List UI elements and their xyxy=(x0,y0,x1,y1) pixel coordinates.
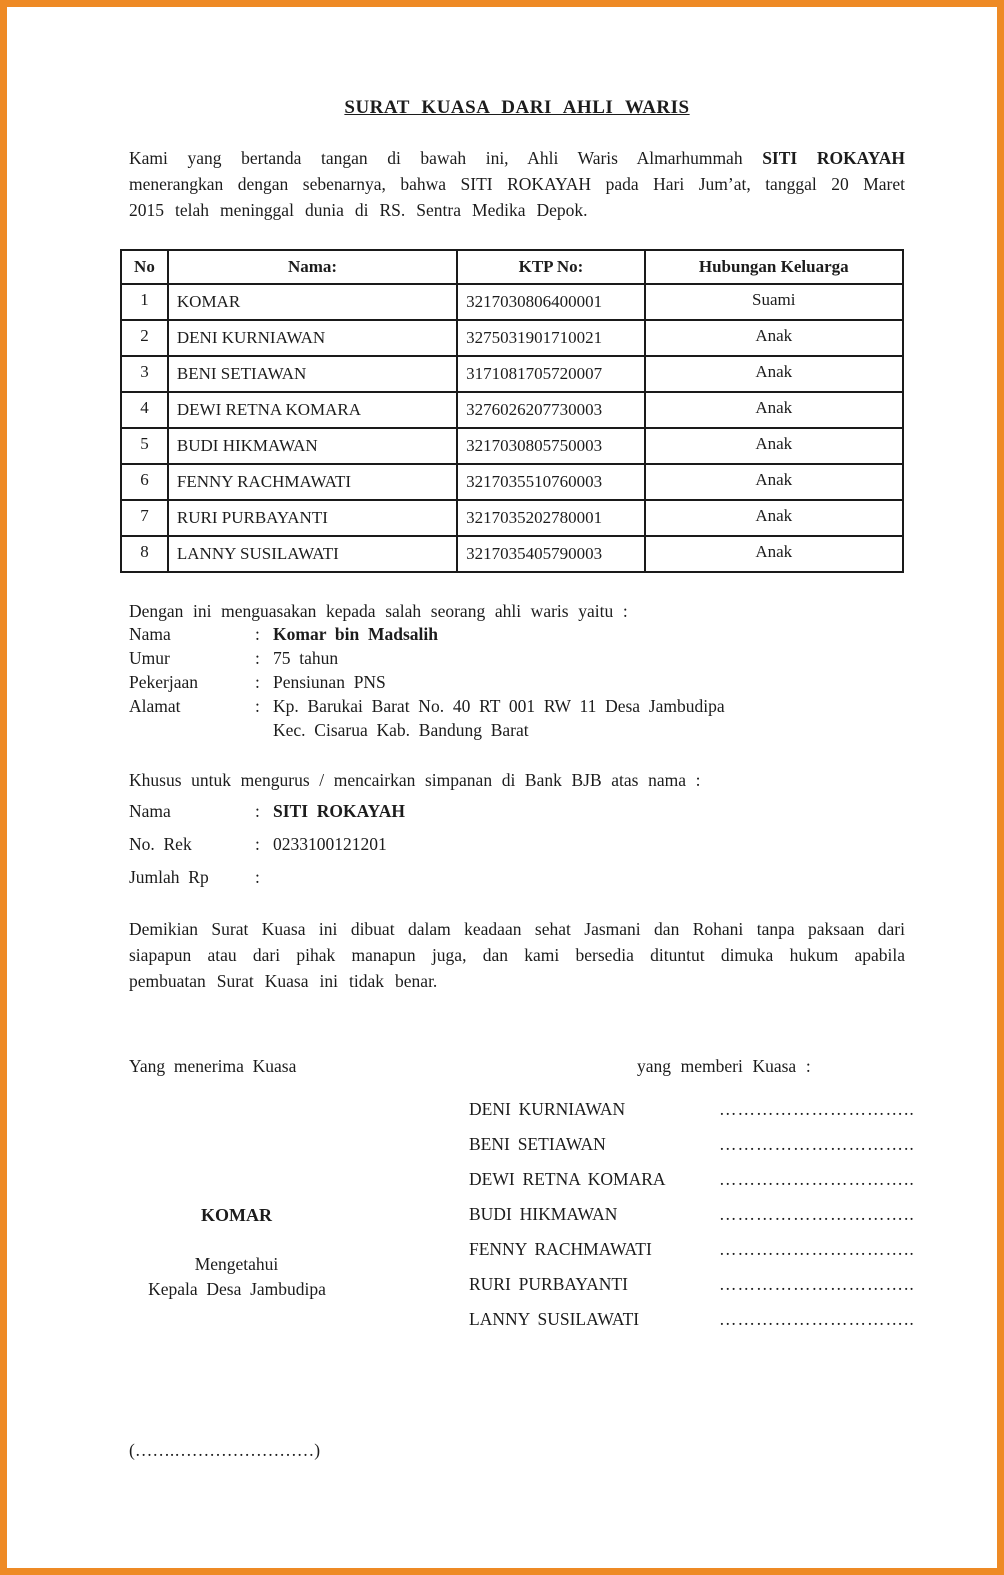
cell-name: DENI KURNIAWAN xyxy=(168,320,457,356)
field-alamat-line2: Kec. Cisarua Kab. Bandung Barat xyxy=(273,720,529,740)
receiver-name: KOMAR xyxy=(201,1205,272,1225)
cell-ktp: 3217030805750003 xyxy=(457,428,645,464)
signer-name: FENNY RACHMAWATI xyxy=(469,1239,652,1259)
bank-nama-colon: : xyxy=(255,801,260,821)
closing-paragraph: Demikian Surat Kuasa ini dibuat dalam keadaan sehat Jasmani dan Rohani tanpa paksaan dari siapapun atau dari pihak manapun juga, dan kami bersedia dituntut dimuka hukum apabila pembuatan Surat Kuasa ini tidak benar. xyxy=(129,919,905,991)
heirs-table xyxy=(120,249,904,573)
cell-ktp: 3171081705720007 xyxy=(457,356,645,392)
table-row xyxy=(121,500,903,536)
signature-dotted-line: ………………………….. xyxy=(719,1099,915,1119)
cell-no: 3 xyxy=(121,356,168,392)
signer-row xyxy=(469,1134,915,1169)
cell-no: 6 xyxy=(121,464,168,500)
bank-rekening xyxy=(129,832,905,857)
signer-name: LANNY SUSILAWATI xyxy=(469,1309,640,1329)
cell-relation: Anak xyxy=(645,428,903,464)
signature-dotted-line: ………………………….. xyxy=(719,1169,915,1189)
document-content xyxy=(7,7,997,1461)
field-pekerjaan-colon: : xyxy=(255,672,260,692)
cell-no: 2 xyxy=(121,320,168,356)
field-alamat xyxy=(129,694,905,718)
signature-right-column xyxy=(374,1056,915,1344)
header-no: No xyxy=(121,250,168,284)
signer-name: RURI PURBAYANTI xyxy=(469,1274,628,1294)
signer-list xyxy=(469,1099,915,1344)
intro-part1: Kami yang bertanda tangan di bawah ini, Ahli Waris Almarhummah xyxy=(129,148,763,168)
bottom-signature-line: (…….……………………) xyxy=(129,1440,321,1460)
field-alamat-label: Alamat xyxy=(129,696,181,716)
receiver-title: Yang menerima Kuasa xyxy=(129,1056,297,1076)
intro-bold-name: SITI ROKAYAH xyxy=(762,148,905,168)
bank-rek-value: 0233100121201 xyxy=(273,834,387,854)
heirs-table-body xyxy=(121,284,903,572)
intro-paragraph xyxy=(129,145,905,223)
heirs-table-header xyxy=(121,250,903,284)
signature-dotted-line: ………………………….. xyxy=(719,1274,915,1294)
field-nama-label: Nama xyxy=(129,624,171,644)
bank-nama xyxy=(129,799,905,824)
field-nama-value: Komar bin Madsalih xyxy=(273,624,438,644)
field-umur-label: Umur xyxy=(129,648,170,668)
table-row xyxy=(121,320,903,356)
cell-name: RURI PURBAYANTI xyxy=(168,500,457,536)
signer-name: BENI SETIAWAN xyxy=(469,1134,606,1154)
village-head-label: Kepala Desa Jambudipa xyxy=(148,1279,326,1299)
bank-rek-colon: : xyxy=(255,834,260,854)
table-row xyxy=(121,284,903,320)
field-nama-colon: : xyxy=(255,624,260,644)
signer-name: DEWI RETNA KOMARA xyxy=(469,1169,666,1189)
signature-dotted-line: ………………………….. xyxy=(719,1239,915,1259)
authorization-lead: Dengan ini menguasakan kepada salah seorang ahli waris yaitu : xyxy=(129,601,628,621)
intro-part2: menerangkan dengan sebenarnya, bahwa SITI ROKAYAH pada Hari Jum’at, tanggal 20 Maret 2015 telah meninggal dunia di RS. Sentra Medika Depok. xyxy=(129,174,905,220)
cell-no: 1 xyxy=(121,284,168,320)
bank-rek-label: No. Rek xyxy=(129,834,192,854)
signer-row xyxy=(469,1204,915,1239)
field-pekerjaan xyxy=(129,670,905,694)
signature-dotted-line: ………………………….. xyxy=(719,1134,915,1154)
field-umur xyxy=(129,646,905,670)
cell-name: LANNY SUSILAWATI xyxy=(168,536,457,572)
table-row xyxy=(121,428,903,464)
table-row xyxy=(121,536,903,572)
header-relation: Hubungan Keluarga xyxy=(645,250,903,284)
bank-lead: Khusus untuk mengurus / mencairkan simpanan di Bank BJB atas nama : xyxy=(129,770,701,790)
bank-nama-label: Nama xyxy=(129,801,171,821)
table-row xyxy=(121,392,903,428)
signer-row xyxy=(469,1239,915,1274)
cell-relation: Anak xyxy=(645,500,903,536)
cell-ktp: 3217035405790003 xyxy=(457,536,645,572)
cell-ktp: 3217035510760003 xyxy=(457,464,645,500)
signature-area xyxy=(129,1056,915,1344)
cell-no: 4 xyxy=(121,392,168,428)
bank-jumlah-value xyxy=(273,865,905,890)
signer-row xyxy=(469,1309,915,1344)
cell-no: 8 xyxy=(121,536,168,572)
cell-relation: Anak xyxy=(645,392,903,428)
acknowledged-label: Mengetahui xyxy=(194,1254,279,1274)
field-alamat-colon: : xyxy=(255,696,260,716)
field-alamat-value: Kp. Barukai Barat No. 40 RT 001 RW 11 Desa Jambudipa xyxy=(273,696,725,716)
table-row xyxy=(121,356,903,392)
field-umur-value: 75 tahun xyxy=(273,648,339,668)
page-title: SURAT KUASA DARI AHLI WARIS xyxy=(344,97,690,118)
bank-jumlah-colon: : xyxy=(255,867,260,887)
signature-dotted-line: ………………………….. xyxy=(719,1204,915,1224)
cell-relation: Anak xyxy=(645,536,903,572)
cell-relation: Anak xyxy=(645,320,903,356)
cell-relation: Anak xyxy=(645,464,903,500)
cell-no: 7 xyxy=(121,500,168,536)
field-umur-colon: : xyxy=(255,648,260,668)
cell-relation: Suami xyxy=(645,284,903,320)
signer-name: DENI KURNIAWAN xyxy=(469,1099,626,1119)
cell-ktp: 3217035202780001 xyxy=(457,500,645,536)
cell-ktp: 3275031901710021 xyxy=(457,320,645,356)
cell-name: BENI SETIAWAN xyxy=(168,356,457,392)
table-row xyxy=(121,464,903,500)
cell-relation: Anak xyxy=(645,356,903,392)
cell-name: DEWI RETNA KOMARA xyxy=(168,392,457,428)
cell-ktp: 3217030806400001 xyxy=(457,284,645,320)
cell-no: 5 xyxy=(121,428,168,464)
field-nama xyxy=(129,622,905,646)
giver-title: yang memberi Kuasa : xyxy=(637,1056,811,1076)
signature-dotted-line: ………………………….. xyxy=(719,1309,915,1329)
bank-jumlah xyxy=(129,865,905,890)
cell-ktp: 3276026207730003 xyxy=(457,392,645,428)
cell-name: BUDI HIKMAWAN xyxy=(168,428,457,464)
header-ktp: KTP No: xyxy=(457,250,645,284)
signer-row xyxy=(469,1169,915,1204)
signature-left-column xyxy=(129,1056,374,1344)
signer-row xyxy=(469,1274,915,1309)
cell-name: KOMAR xyxy=(168,284,457,320)
signer-name: BUDI HIKMAWAN xyxy=(469,1204,618,1224)
header-name: Nama: xyxy=(168,250,457,284)
field-pekerjaan-value: Pensiunan PNS xyxy=(273,672,386,692)
signer-row xyxy=(469,1099,915,1134)
bank-jumlah-label: Jumlah Rp xyxy=(129,867,209,887)
bank-nama-value: SITI ROKAYAH xyxy=(273,801,405,821)
cell-name: FENNY RACHMAWATI xyxy=(168,464,457,500)
field-pekerjaan-label: Pekerjaan xyxy=(129,672,198,692)
